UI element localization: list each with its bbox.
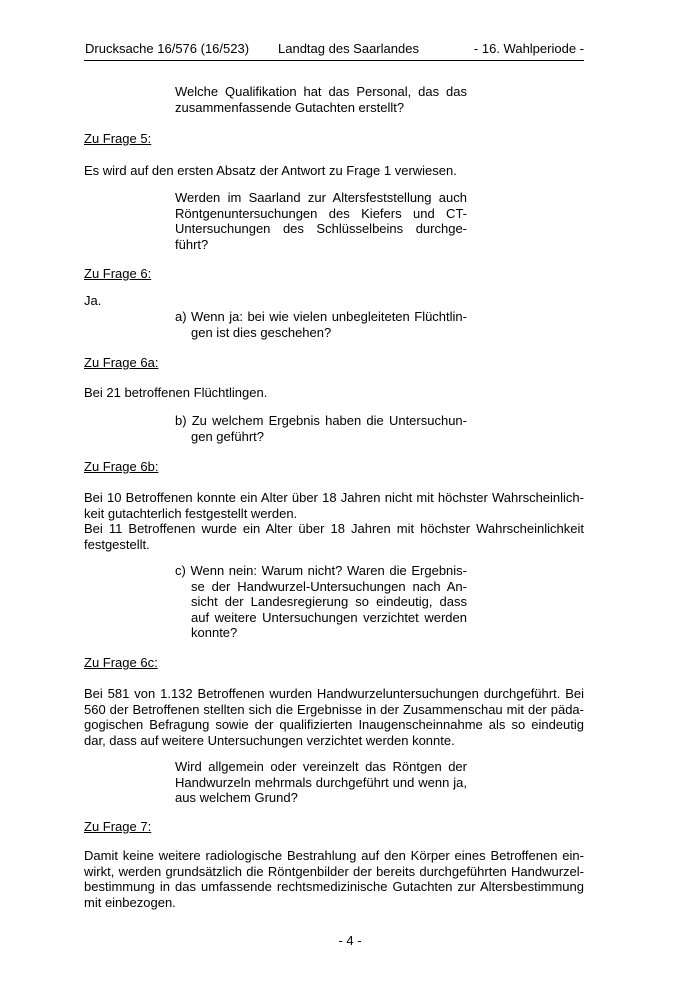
answer-frage-5: Es wird auf den ersten Absatz der Antwort zu Frage 1 verwiesen.: [84, 163, 457, 178]
answer-line: Bei 11 Betroffenen wurde ein Alter über 18 Jahren mit höchster Wahrscheinlichkeit: [84, 521, 584, 536]
question-line: konnte?: [191, 625, 238, 640]
question-block-q6: [175, 190, 467, 252]
question-line: sicht der Landesregierung so eindeutig, dass: [191, 594, 467, 609]
answer-line: mit einbezogen.: [84, 894, 176, 910]
question-line: a) Wenn ja: bei wie vielen unbegleiteten Flüchtlin-: [175, 309, 467, 324]
answer-line: 560 der Betroffenen stellten sich die Ergebnisse in der Zusammenschau mit der päda-: [84, 701, 584, 717]
answer-line: wirkt, werden grundsätzlich die Röntgenbilder der bereits durchgeführten Handwurzel-: [84, 863, 584, 879]
question-block-q4: [175, 84, 467, 115]
answer-line: Bei 10 Betroffenen konnte ein Alter über 18 Jahren nicht mit höchster Wahrscheinlich-: [84, 490, 584, 505]
question-block-q6a: [175, 309, 467, 340]
answer-frage-6b: [84, 490, 584, 552]
label-frage-6: Zu Frage 6:: [84, 266, 152, 281]
question-line: Welche Qualifikation hat das Personal, das das: [175, 84, 467, 99]
answer-frage-7: [84, 848, 584, 910]
question-line: führt?: [175, 236, 209, 252]
label-frage-5: Zu Frage 5:: [84, 131, 152, 146]
page-header: [84, 40, 584, 61]
label-frage-6b: Zu Frage 6b:: [84, 459, 159, 474]
question-line: Werden im Saarland zur Altersfeststellung auch: [175, 190, 467, 205]
question-line: gen ist dies geschehen?: [191, 324, 332, 340]
question-block-q6b: [175, 413, 467, 444]
label-frage-6a: Zu Frage 6a:: [84, 355, 159, 370]
question-block-q6c: [175, 563, 467, 641]
question-line: Röntgenuntersuchungen des Kiefers und CT-: [175, 205, 467, 221]
question-line: c) Wenn nein: Warum nicht? Waren die Ergebnis-: [175, 563, 467, 578]
answer-line: gogischen Befragung sowie der qualifizierten Inaugenscheinnahme als so eindeutig: [84, 717, 584, 732]
header-legislative-period: - 16. Wahlperiode -: [473, 41, 584, 56]
question-line: zusammenfassende Gutachten erstellt?: [175, 99, 405, 115]
answer-line: dar, dass auf weitere Untersuchungen verzichtet werden konnte.: [84, 732, 455, 748]
question-line: Wird allgemein oder vereinzelt das Röntgen der: [175, 759, 467, 774]
label-frage-7: Zu Frage 7:: [84, 819, 152, 834]
question-block-q7: [175, 759, 467, 806]
answer-line: Damit keine weitere radiologische Bestrahlung auf den Körper eines Betroffenen ein-: [84, 848, 584, 863]
question-line: auf weitere Untersuchungen verzichtet werden: [191, 609, 467, 625]
header-document-number: Drucksache 16/576 (16/523): [85, 41, 250, 56]
answer-line: Bei 581 von 1.132 Betroffenen wurden Handwurzeluntersuchungen durchgeführt. Bei: [84, 686, 584, 701]
page-number: - 4 -: [338, 933, 362, 948]
answer-frage-6a: Bei 21 betroffenen Flüchtlingen.: [84, 385, 268, 400]
question-line: gen geführt?: [191, 428, 265, 444]
question-line: Handwurzeln mehrmals durchgeführt und wenn ja,: [175, 774, 467, 790]
question-line: se der Handwurzel-Untersuchungen nach An-: [191, 578, 467, 594]
answer-line: bestimmung in das umfassende rechtsmedizinische Gutachten zur Altersbestimmung: [84, 879, 584, 894]
question-line: aus welchem Grund?: [175, 790, 298, 805]
question-line: Untersuchungen des Schlüsselbeins durchge-: [175, 221, 467, 236]
answer-line: keit gutachterlich festgestellt werden.: [84, 505, 298, 521]
answer-frage-6c: [84, 686, 584, 748]
label-frage-6c: Zu Frage 6c:: [84, 655, 158, 670]
answer-line: festgestellt.: [84, 536, 150, 552]
answer-frage-6: Ja.: [84, 293, 102, 308]
question-line: b) Zu welchem Ergebnis haben die Untersuchun-: [175, 413, 467, 428]
header-parliament: Landtag des Saarlandes: [278, 41, 419, 56]
